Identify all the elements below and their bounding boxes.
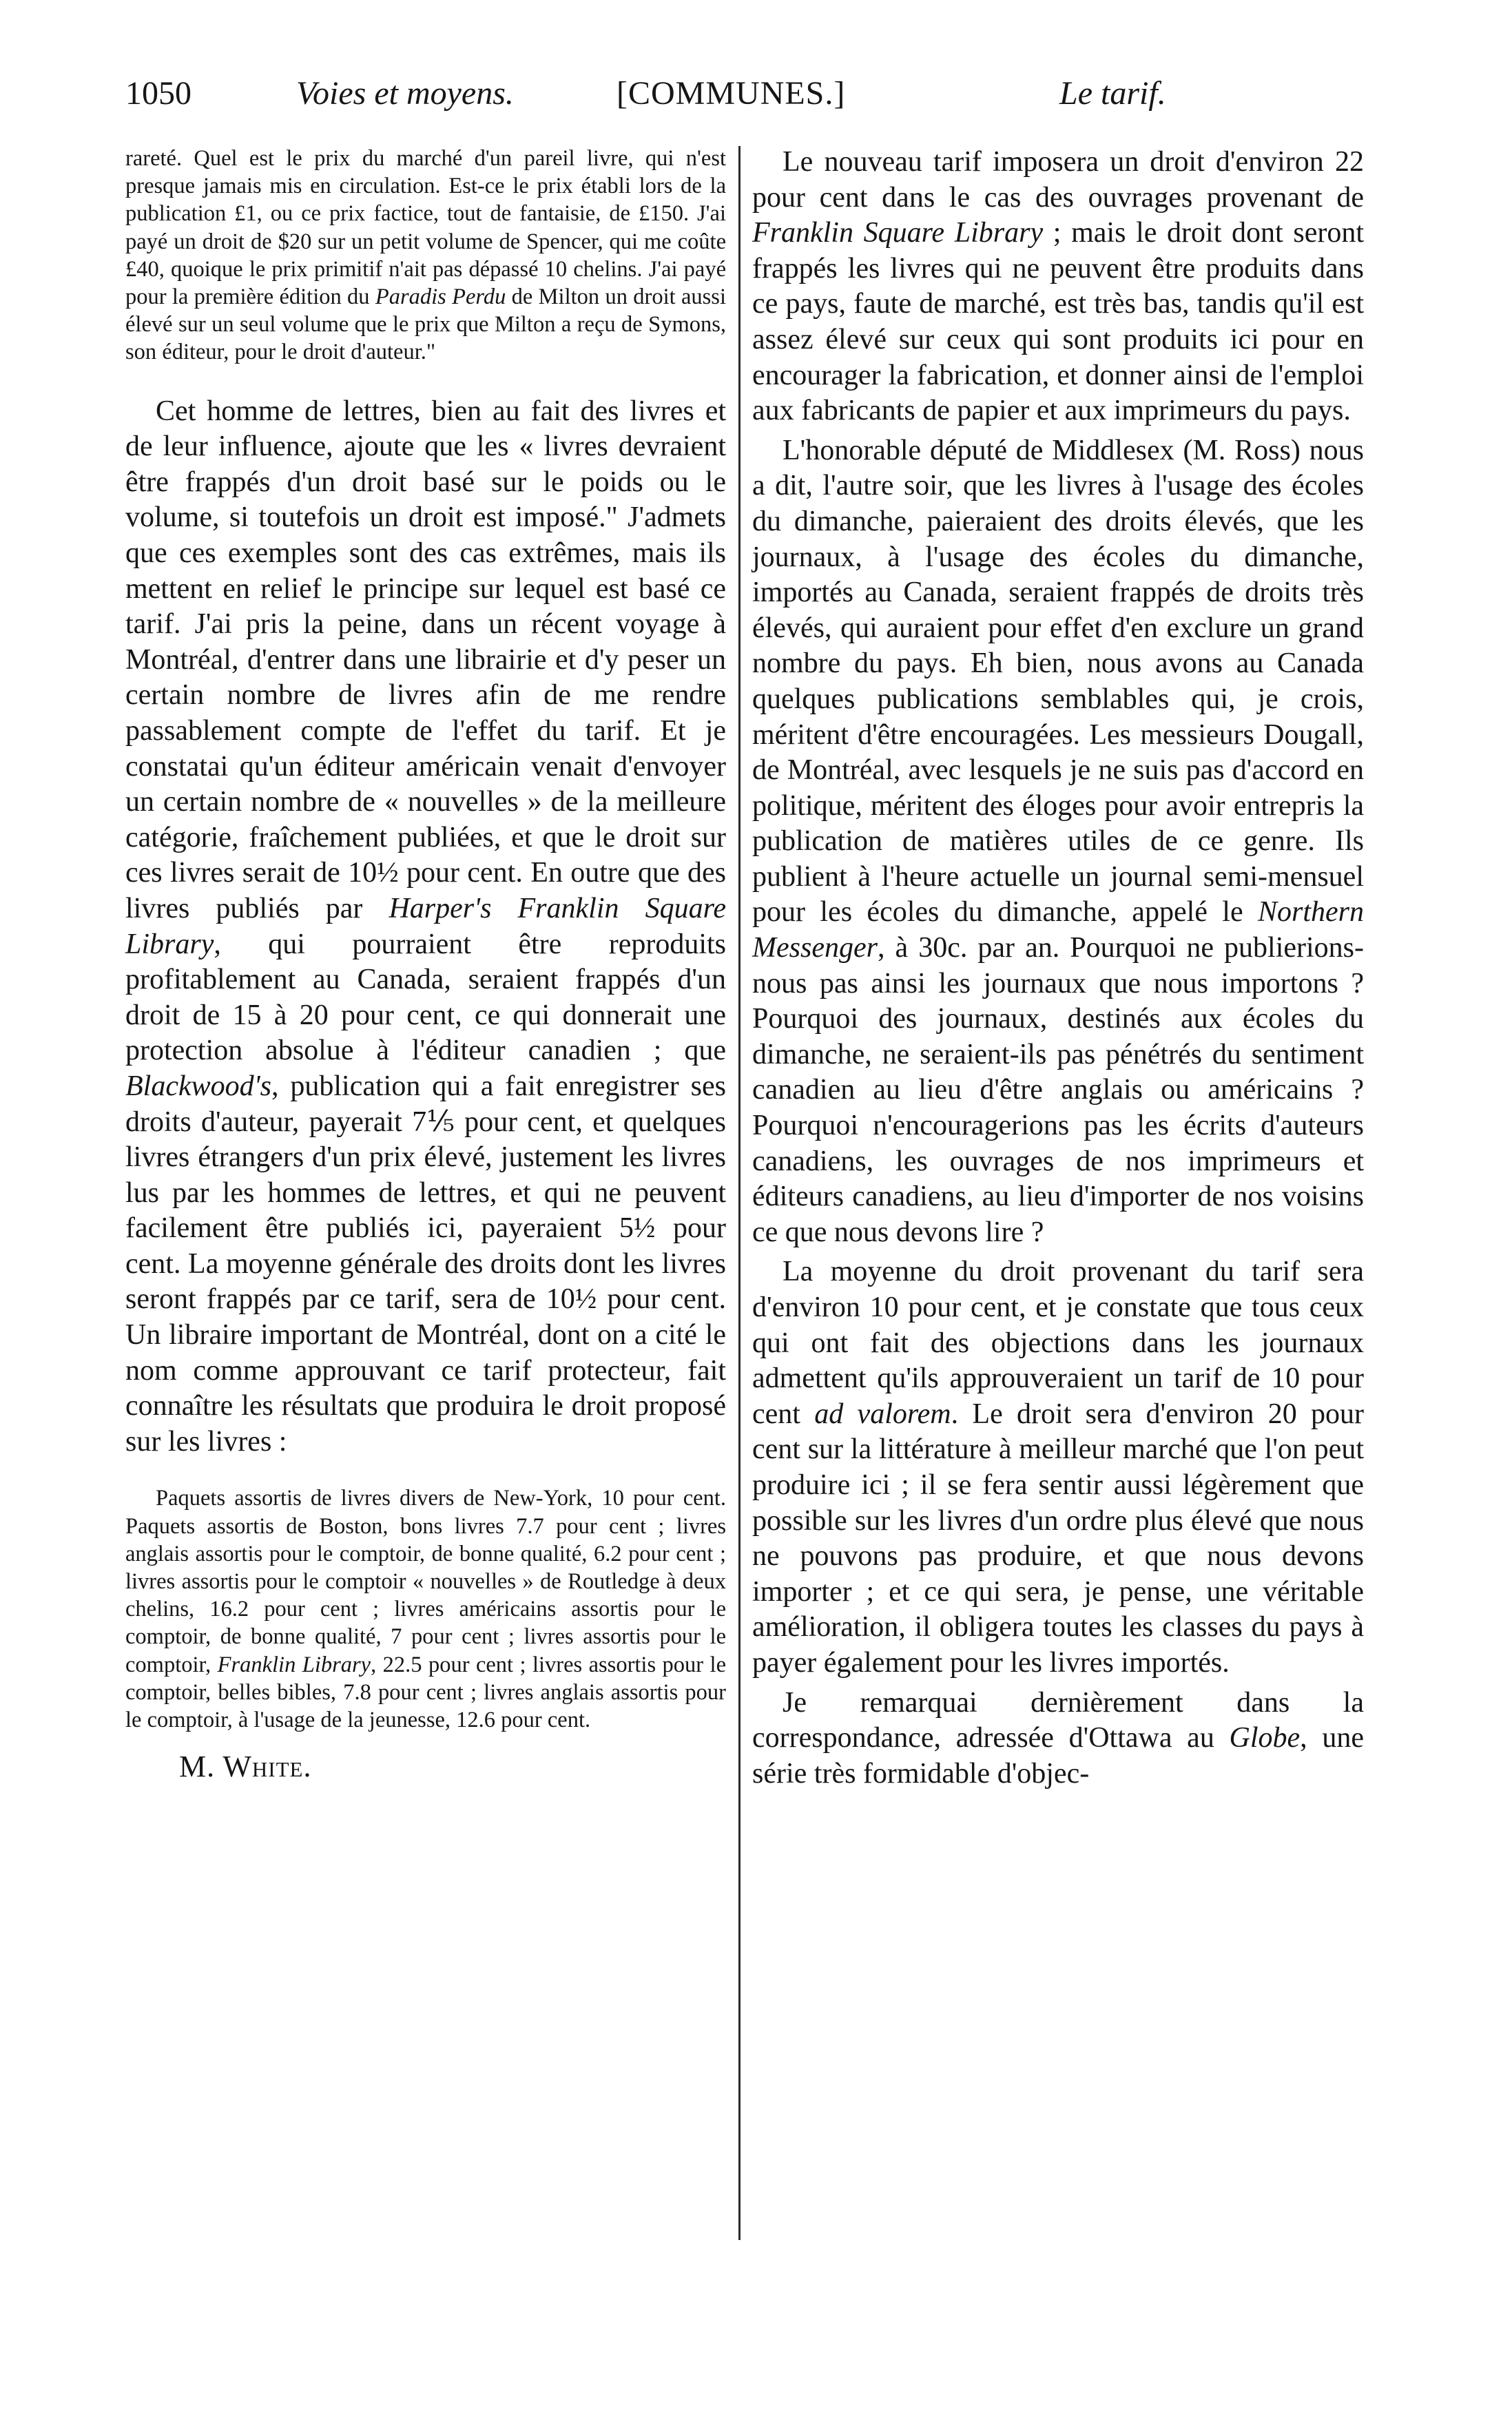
right-column: [752, 145, 1364, 1792]
quoted-passage: rareté. Quel est le prix du marché d'un pareil livre, qui n'est presque jamais mis en circulation. Est-ce le prix établi lors de la publication £1, ou ce prix factice, tout de fantaisie, de £150. J'ai payé un droit de $20 sur un petit volume de Spencer, qui me coûte £40, quoique le prix primitif n'ait pas dépassé 10 chelins. J'ai payé pour la première édition du Paradis Perdu de Milton un droit aussi élevé sur un seul volume que le prix que Milton a reçu de Symons, son éditeur, pour le droit d'auteur.": [125, 146, 726, 365]
paragraph-2: L'honorable député de Middlesex (M. Ross) nous a dit, l'autre soir, que les livres à l'usage des écoles du dimanche, paieraient des droits élevés, que les journaux, à l'usage des écoles du dimanche, importés au Canada, seraient frappés de droits très élevés, qui auraient pour effet d'en exclure un grand nombre du pays. Eh bien, nous avons au Canada quelques publications semblables qui, je crois, méritent d'être encouragées. Les messieurs Dougall, de Montréal, avec lesquels je ne suis pas d'accord en politique, méritent des éloges pour avoir entrepris la publication de matières utiles de ce genre. Ils publient à l'heure actuelle un journal semi-mensuel pour les écoles du dimanche, appelé le Northern Messenger, à 30c. par an. Pourquoi ne publierions-nous pas ainsi les journaux que nous importons ? Pourquoi des journaux, destinés aux écoles du dimanche, ne seraient-ils pas pénétrés du sentiment canadien au lieu d'être anglais ou américains ? Pourquoi n'encouragerions pas les écrits d'auteurs canadiens, les ouvrages de nos imprimeurs et éditeurs canadiens, au lieu d'importer de nos voisins ce que nous devons lire ?: [752, 434, 1364, 1248]
running-topic: Le tarif.: [1059, 75, 1166, 112]
paragraph-1: Le nouveau tarif imposera un droit d'environ 22 pour cent dans le cas des ouvrages provenant de Franklin Square Library ; mais le droit dont seront frappés les livres qui ne peuvent être produits dans ce pays, faute de marché, est très bas, tandis qu'il est assez élevé sur ceux qui sont produits ici pour en encourager la fabrication, et donner ainsi de l'emploi aux fabricants de papier et aux imprimeurs du pays.: [752, 146, 1364, 427]
main-paragraph: Cet homme de lettres, bien au fait des livres et de leur influence, ajoute que les « livres devraient être frappés d'un droit basé sur le poids ou le volume, si toutefois un droit est imposé." J'admets que ces exemples sont des cas extrêmes, mais ils mettent en relief le principe sur lequel est basé ce tarif. J'ai pris la peine, dans un récent voyage à Montréal, d'entrer dans une librairie et d'y peser un certain nombre de livres afin de me rendre passablement compte de l'effet du tarif. Et je constatai qu'un éditeur américain venait d'envoyer un certain nombre de « nouvelles » de la meilleure catégorie, fraîchement publiées, et que le droit sur ces livres serait de 10½ pour cent. En outre que des livres publiés par Harper's Franklin Square Library, qui pourraient être reproduits profitablement au Canada, seraient frappés d'un droit de 15 à 20 pour cent, ce qui donnerait une protection absolue à l'éditeur canadien ; que Blackwood's, publication qui a fait enregistrer ses droits d'auteur, payerait 7⅕ pour cent, et quelques livres étrangers d'un prix élevé, justement les livres lus par les hommes de lettres, et qui ne peuvent facilement être publiés ici, payeraient 5½ pour cent. La moyenne générale des droits dont les livres seront frappés par ce tarif, sera de 10½ pour cent. Un libraire important de Montréal, dont on a cité le nom comme approuvant ce tarif protecteur, fait connaître les résultats que produira le droit proposé sur les livres :: [125, 395, 726, 1458]
speaker-name: M. White.: [179, 1750, 312, 1784]
column-divider: [738, 146, 741, 2240]
running-book-title: Voies et moyens.: [296, 75, 514, 112]
left-column: [125, 145, 726, 1786]
running-section: [COMMUNES.]: [617, 75, 846, 112]
book-duty-list: Paquets assortis de livres divers de New-York, 10 pour cent. Paquets assortis de Boston, bons livres 7.7 pour cent ; livres anglais assortis pour le comptoir, de bonne qualité, 6.2 pour cent ; livres assortis pour le comptoir « nouvelles » de Routledge à deux chelins, 16.2 pour cent ; livres américains assortis pour le comptoir, de bonne qualité, 7 pour cent ; livres assortis pour le comptoir, Franklin Library, 22.5 pour cent ; livres assortis pour le comptoir, belles bibles, 7.8 pour cent ; livres anglais assortis pour le comptoir, à l'usage de la jeunesse, 12.6 pour cent.: [125, 1486, 726, 1733]
page-number: 1050: [125, 75, 191, 112]
paragraph-4: Je remarquai dernièrement dans la correspondance, adressée d'Ottawa au Globe, une série très formidable d'objec-: [752, 1686, 1364, 1790]
paragraph-3: La moyenne du droit provenant du tarif sera d'environ 10 pour cent, et je constate que tous ceux qui ont fait des objections dans les journaux admettent qu'ils approuveraient un tarif de 10 pour cent ad valorem. Le droit sera d'environ 20 pour cent sur la littérature à meilleur marché que l'on peut produire ici ; il se fera sentir aussi légèrement que possible sur les livres d'un ordre plus élevé que nous ne pouvons pas produire, et que nous devons importer ; et ce qui sera, je pense, une véritable amélioration, il obligera toutes les classes du pays à payer également pour les livres importés.: [752, 1256, 1364, 1679]
